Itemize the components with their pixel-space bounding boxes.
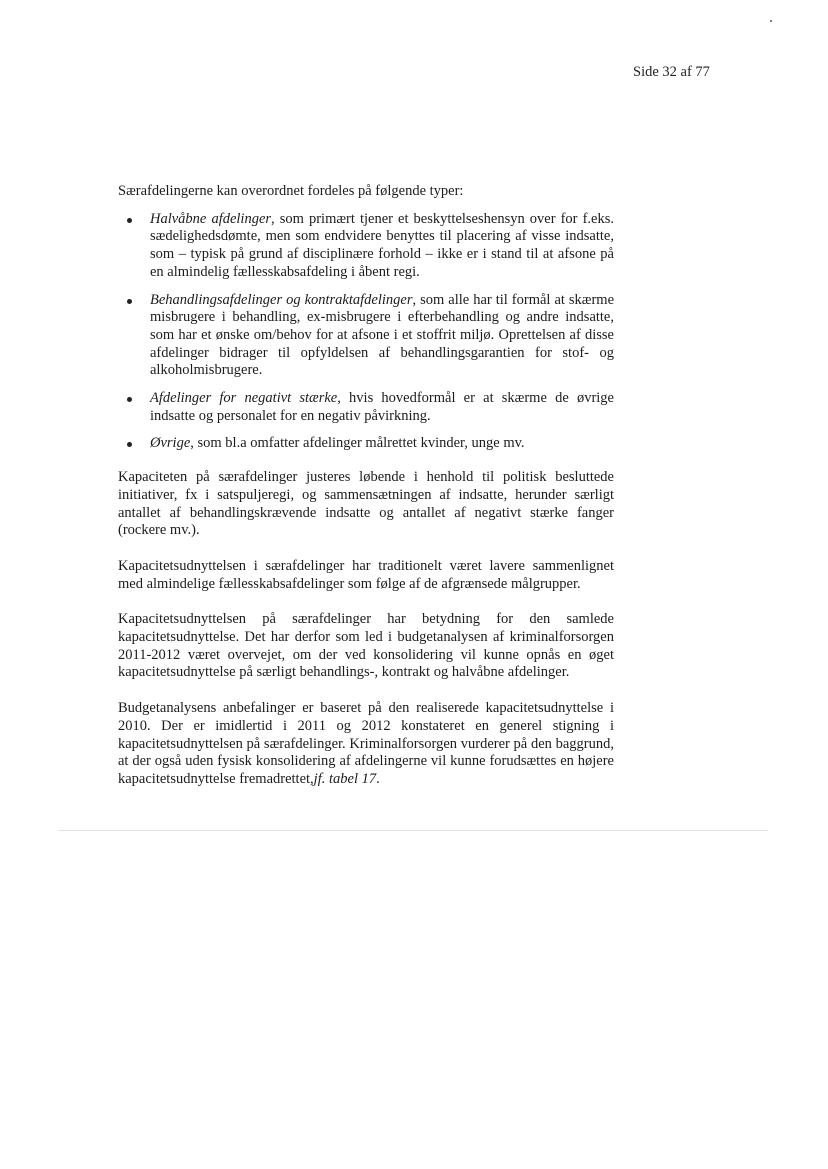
intro-text: Særafdelingerne kan overordnet fordeles på følgende typer: — [118, 183, 464, 199]
paragraph-end: . — [376, 770, 380, 787]
list-item-term: Øvrige — [150, 435, 191, 452]
paragraph: Kapacitetsudnyttelsen i særafdelinger har traditionelt været lavere sammenlignet med almindelige fællesskabsafdelinger som følge af de afgrænsede målgrupper. — [118, 557, 614, 592]
list-item-text: , som alle har til formål at skærme misbrugere i behandling, ex-misbrugere i efterbehandling og andre indsatte, som har et ønske om/behov for at afsone i et stoffrit miljø. Oprettelsen af disse afdelinger bidrager til opfyldelsen af behandlingsgarantien for stof- og alkoholmisbrugere. — [150, 291, 615, 379]
document-body — [118, 183, 614, 807]
list-item-term: Halvåbne afdelinger — [150, 210, 272, 227]
page-number: Side 32 af 77 — [633, 64, 710, 80]
list-item — [118, 435, 614, 453]
list-item-text: , hvis hovedformål er at skærme de øvrige indsatte og personalet for en negativ påvirkning. — [150, 390, 614, 424]
list-item-term: Behandlingsafdelinger og kontraktafdelinger — [150, 291, 413, 308]
list-item — [118, 292, 614, 381]
department-type-list — [118, 211, 614, 453]
list-item-text: , som bl.a omfatter afdelinger målrettet kvinder, unge mv. — [190, 435, 525, 452]
bullet-icon — [127, 218, 132, 223]
paragraph: Kapaciteten på særafdelinger justeres løbende i henhold til politisk besluttede initiativer, fx i satspuljeregi, og sammensætningen af indsatte, herunder særligt antallet af behandlingskrævende indsatte og antallet af negativt stærke fanger (rockere mv.). — [118, 469, 614, 539]
list-item-term: Afdelinger for negativt stærke — [150, 390, 338, 407]
list-item — [118, 211, 614, 282]
paragraph-text: Budgetanalysens anbefalinger er baseret på den realiserede kapacitetsudnyttelse i 2010. Der er imidlertid i 2011 og 2012 konstateret en generel stigning i kapacitetsudnyttelsen på særafdelinger. Kriminalforsorgen vurderer på den baggrund, at der også uden fysisk konsolidering af afdelingerne vil kunne forudsættes en højere kapacitetsudnyttelse fremadrettet, — [118, 700, 614, 787]
paragraph: Kapacitetsudnyttelsen på særafdelinger har betydning for den samlede kapacitetsudnyttelse. Det har derfor som led i budgetanalysen af kriminalforsorgen 2011-2012 været overvejet, om der ved konsolidering vil kunne opnås en øget kapacitetsudnyttelse på særligt behandlings-, kontrakt og halvåbne afdelinger. — [118, 611, 614, 681]
scan-speck — [770, 20, 772, 22]
table-reference: jf. tabel 17 — [313, 770, 377, 787]
paragraph-last — [118, 700, 614, 789]
bullet-icon — [127, 299, 132, 304]
bullet-icon — [127, 397, 132, 402]
list-item — [118, 390, 614, 425]
scan-divider-line — [58, 830, 768, 831]
bullet-icon — [127, 442, 132, 447]
list-item-text: , som primært tjener et beskyttelseshensyn over for f.eks. sædelighedsdømte, men som endvidere benyttes til placering af visse indsatte, som – typisk på grund af disciplinære forhold – ikke er i stand til at afsone på en almindelig fællesskabsafdeling i åbent regi. — [150, 210, 614, 280]
